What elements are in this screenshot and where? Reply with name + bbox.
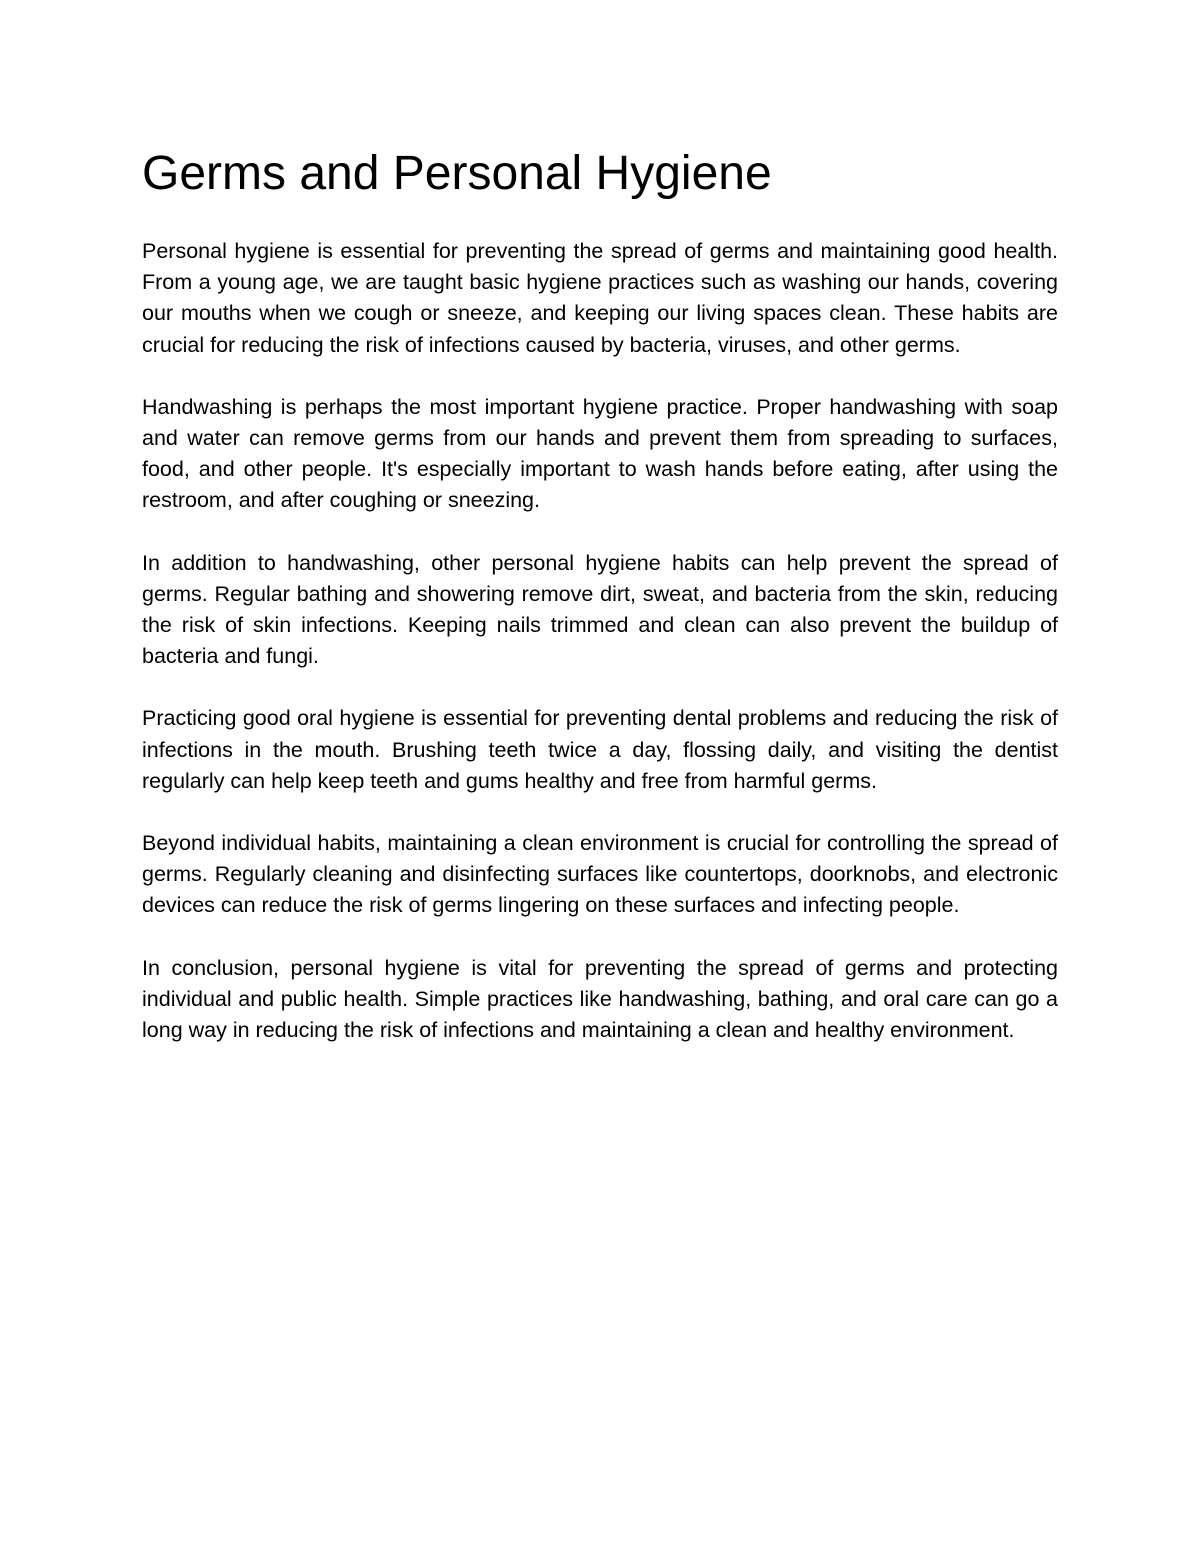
paragraph-intro: Personal hygiene is essential for preventing the spread of germs and maintaining good health. From a young age, we are taught basic hygiene practices such as washing our hands, covering our mouths when we cough or sneeze, and keeping our living spaces clean. These habits are crucial for reducing the risk of infections caused by bacteria, viruses, and other germs. — [142, 239, 1058, 357]
paragraph-oral-hygiene: Practicing good oral hygiene is essential for preventing dental problems and reducing the risk of infections in the mouth. Brushing teeth twice a day, flossing daily, and visiting the dentist regularly can help keep teeth and gums healthy and free from harmful germs. — [142, 706, 1058, 793]
paragraph-other-habits: In addition to handwashing, other personal hygiene habits can help prevent the spread of germs. Regular bathing and showering remove dirt, sweat, and bacteria from the skin, reducing the risk of skin infections. Keeping nails trimmed and clean can also prevent the buildup of bacteria and fungi. — [142, 550, 1058, 669]
paragraph-conclusion: In conclusion, personal hygiene is vital for preventing the spread of germs and protecting individual and public health. Simple practices like handwashing, bathing, and oral care can go a long way in reducing the risk of infections and maintaining a clean and healthy environment. — [142, 955, 1058, 1043]
paragraph-handwashing: Handwashing is perhaps the most important hygiene practice. Proper handwashing with soap and water can remove germs from our hands and prevent them from spreading to surfaces, food, and other people. It's especially important to wash hands before eating, after using the restroom, and after coughing or sneezing. — [142, 394, 1058, 513]
document-title: Germs and Personal Hygiene — [142, 147, 772, 200]
document-page — [142, 146, 1058, 1077]
paragraph-clean-environment: Beyond individual habits, maintaining a clean environment is crucial for controlling the spread of germs. Regularly cleaning and disinfecting surfaces like countertops, doorknobs, and electronic devices can reduce the risk of germs lingering on these surfaces and infecting people. — [142, 831, 1058, 918]
